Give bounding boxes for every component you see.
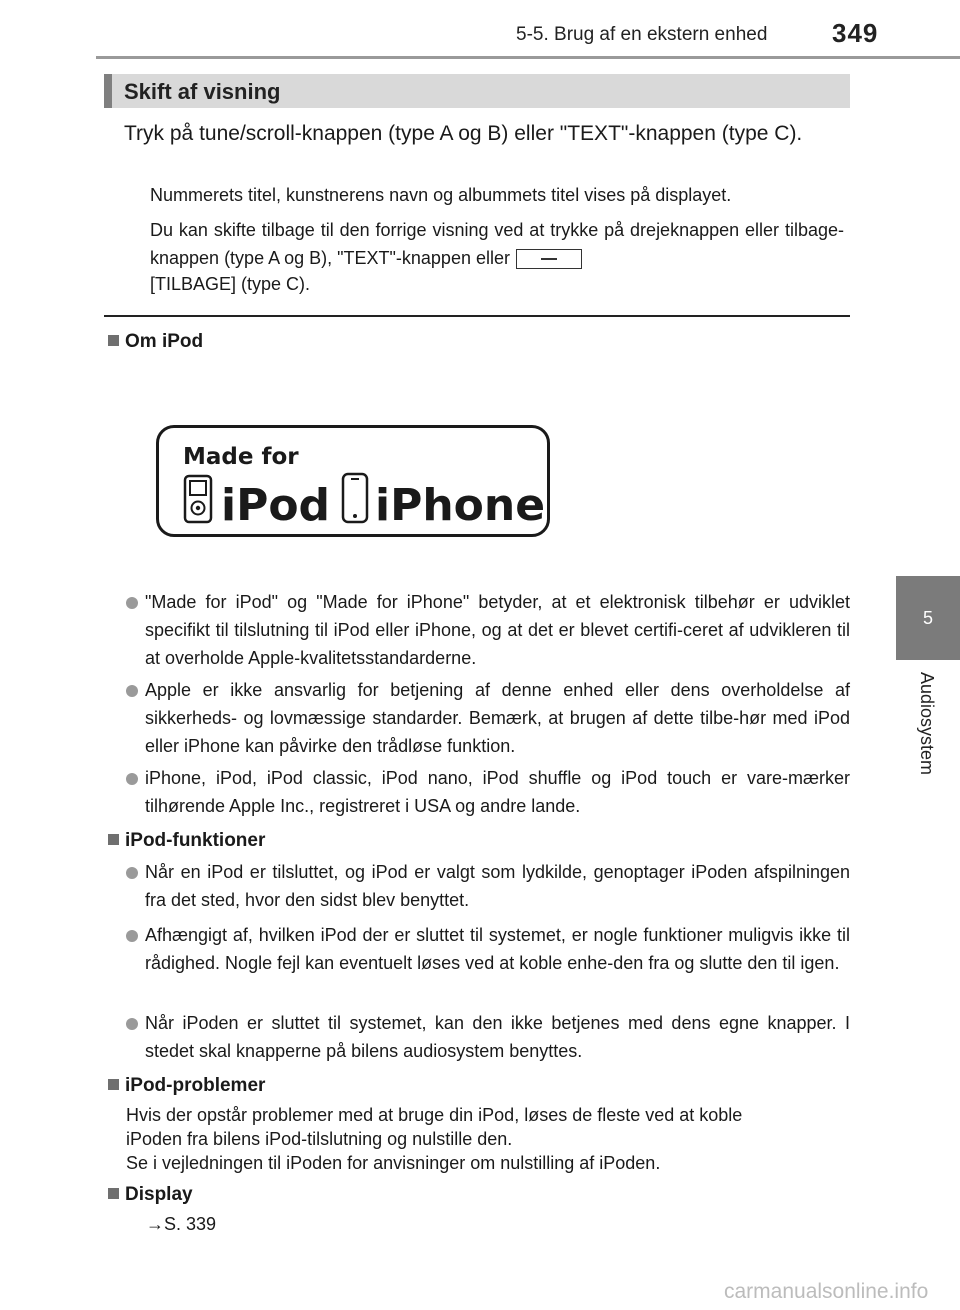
made-for-ipod-iphone-logo xyxy=(156,425,550,537)
page-number: 349 xyxy=(832,18,879,48)
logo-iphone: iPhone xyxy=(375,480,546,531)
heading-ipod-funktioner xyxy=(108,830,265,852)
bullet-text: Afhængigt af, hvilken iPod der er sluttet til systemet, er nogle funktioner muligvis ikke til rådighed. Nogle fejl kan eventuelt løses ved at koble enhe-den fra og slutte den til igen. xyxy=(145,925,850,973)
bullet-item xyxy=(145,858,850,914)
heading-om-ipod-text: Om iPod xyxy=(125,331,204,352)
note-return xyxy=(150,216,844,272)
bullet-text: "Made for iPod" og "Made for iPhone" betyder, at et elektronisk tilbehør er udviklet specifikt til tilslutning til iPod eller iPhone, og at det er blevet certifi-ceret af udvikleren til at overholde Apple-kvalitetsstandarderne. xyxy=(145,592,850,668)
square-bullet-icon xyxy=(108,1079,119,1090)
heading-ipod-problemer xyxy=(108,1075,265,1097)
square-bullet-icon xyxy=(108,335,119,346)
bullet-dot-icon xyxy=(126,685,138,697)
bullet-text: Når en iPod er tilsluttet, og iPod er valgt som lydkilde, genoptager iPoden afspilningen fra det sted, hvor den sidst blev benyttet. xyxy=(145,862,850,910)
problem-line: iPoden fra bilens iPod-tilslutning og nulstille den. xyxy=(126,1129,513,1149)
ipod-device-icon xyxy=(185,476,211,522)
chapter-label: Audiosystem xyxy=(917,672,937,776)
section-title-accent xyxy=(104,74,112,108)
bullet-text: Apple er ikke ansvarlig for betjening af denne enhed eller dens overholdelse af sikkerheds- og lovmæssige standarder. Bemærk, at brugen af dette tilbe-hør med iPod eller iPhone kan påvirke den trådløse funktion. xyxy=(145,680,850,756)
logo-graphic xyxy=(159,428,547,534)
heading-display-text: Display xyxy=(125,1184,193,1205)
section-title: Skift af visning xyxy=(124,79,281,104)
heading-om-ipod xyxy=(108,331,203,353)
page-reference-link[interactable]: →S. 339 xyxy=(146,1214,217,1234)
bullet-text: Når iPoden er sluttet til systemet, kan den ikke betjenes med dens egne knapper. I stedet skal knapperne på bilens audiosystem benyttes. xyxy=(145,1013,850,1061)
bullet-dot-icon xyxy=(126,930,138,942)
bullet-item xyxy=(145,764,850,820)
back-button-icon xyxy=(516,249,582,269)
section-rule xyxy=(104,315,850,317)
bullet-item xyxy=(145,1009,850,1065)
running-header: 5-5. Brug af en ekstern enhed xyxy=(516,24,768,45)
bullet-dot-icon xyxy=(126,1018,138,1030)
note-return-text: Du kan skifte tilbage til den forrige visning ved at trykke på drejeknappen eller tilbage-knappen (type A og B), "TEXT"-knappen eller xyxy=(150,220,844,268)
heading-ipod-funktioner-text: iPod-funktioner xyxy=(125,830,266,851)
square-bullet-icon xyxy=(108,1188,119,1199)
iphone-device-icon xyxy=(343,474,367,522)
note-return-end: [TILBAGE] (type C). xyxy=(150,274,311,294)
logo-made-for: Made for xyxy=(183,444,299,470)
problem-line: Hvis der opstår problemer med at bruge din iPod, løses de fleste ved at koble xyxy=(126,1105,743,1125)
note-display-info: Nummerets titel, kunstnerens navn og albummets titel vises på displayet. xyxy=(150,185,732,205)
bullet-dot-icon xyxy=(126,773,138,785)
bullet-item xyxy=(145,921,850,977)
bullet-item xyxy=(145,676,850,760)
bullet-item xyxy=(145,588,850,672)
header-rule xyxy=(96,56,960,59)
bullet-dot-icon xyxy=(126,597,138,609)
square-bullet-icon xyxy=(108,834,119,845)
bullet-dot-icon xyxy=(126,867,138,879)
heading-display xyxy=(108,1184,193,1206)
chapter-tab: 5 xyxy=(896,576,960,660)
watermark: carmanualsonline.info xyxy=(724,1280,929,1303)
bullet-text: iPhone, iPod, iPod classic, iPod nano, iPod shuffle og iPod touch er vare-mærker tilhørende Apple Inc., registreret i USA og andre lande. xyxy=(145,768,850,816)
problem-line: Se i vejledningen til iPoden for anvisninger om nulstilling af iPoden. xyxy=(126,1153,661,1173)
heading-ipod-problemer-text: iPod-problemer xyxy=(125,1075,266,1096)
instruction-text: Tryk på tune/scroll-knappen (type A og B) eller "TEXT"-knappen (type C). xyxy=(124,122,803,145)
logo-ipod: iPod xyxy=(221,480,331,531)
